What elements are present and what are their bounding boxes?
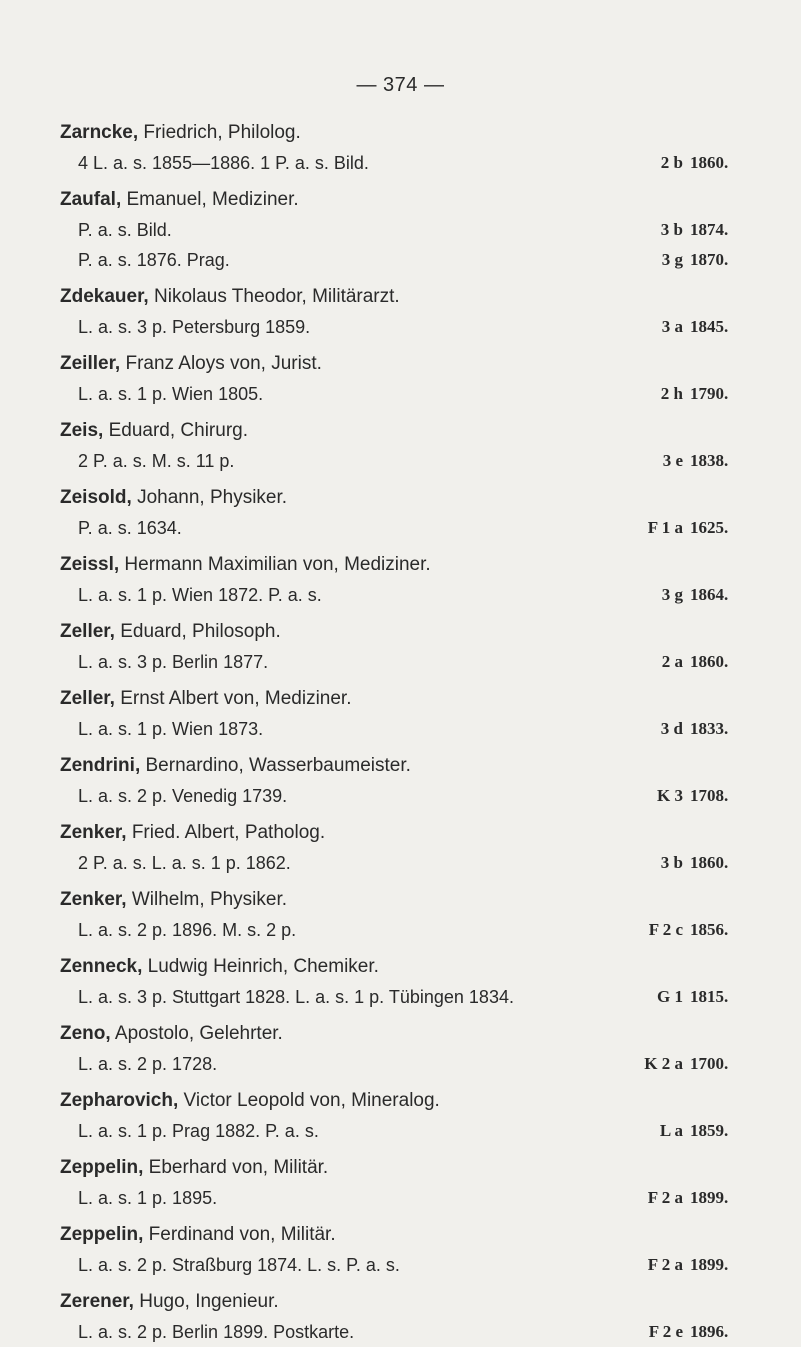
- entry-item: [60, 1317, 750, 1347]
- item-year: 1874.: [690, 220, 729, 239]
- item-text: P. a. s. 1876. Prag.: [78, 250, 230, 270]
- entry-description: Eberhard von, Militär.: [143, 1157, 329, 1178]
- entry-description: Friedrich, Philolog.: [138, 122, 301, 143]
- entry-item: [60, 982, 750, 1012]
- item-text: L. a. s. 3 p. Stuttgart 1828. L. a. s. 1 p. Tübingen 1834.: [78, 987, 514, 1007]
- item-year: 1860.: [690, 853, 729, 872]
- entry-heading: [60, 185, 750, 215]
- entry-description: Emanuel, Mediziner.: [121, 189, 299, 210]
- entry-spacer: [60, 945, 750, 952]
- item-text: L. a. s. 1 p. Wien 1873.: [78, 719, 264, 739]
- entry-heading: [60, 684, 750, 714]
- item-year: 1860.: [690, 153, 729, 172]
- item-text: P. a. s. Bild.: [78, 220, 172, 240]
- item-year: 1859.: [690, 1121, 729, 1140]
- entry-description: Eduard, Philosoph.: [114, 621, 281, 642]
- entry-spacer: [60, 878, 750, 885]
- entry-item: [60, 915, 750, 945]
- item-signature: 3 e: [662, 451, 683, 470]
- entry-spacer: [60, 476, 750, 483]
- entry-spacer: [60, 1012, 750, 1019]
- item-text: L. a. s. 1 p. Prag 1882. P. a. s.: [78, 1121, 319, 1141]
- entry-name: Zeiller,: [60, 353, 121, 374]
- item-year: 1860.: [690, 652, 729, 671]
- entry-name: Zenker,: [60, 889, 127, 910]
- catalog-entry: [60, 550, 750, 610]
- item-text: L. a. s. 2 p. 1896. M. s. 2 p.: [78, 920, 297, 940]
- entry-description: Johann, Physiker.: [131, 487, 288, 508]
- entry-description: Nikolaus Theodor, Militärarzt.: [148, 286, 400, 307]
- entry-spacer: [60, 1079, 750, 1086]
- item-text: 2 P. a. s. M. s. 11 p.: [78, 451, 235, 471]
- entry-item: [60, 1183, 750, 1213]
- entry-name: Zeller,: [60, 621, 115, 642]
- item-text: L. a. s. 2 p. Berlin 1899. Postkarte.: [78, 1322, 355, 1342]
- item-text: 4 L. a. s. 1855—1886. 1 P. a. s. Bild.: [78, 153, 369, 173]
- entry-spacer: [60, 275, 750, 282]
- entry-heading: [60, 118, 750, 148]
- entry-name: Zarncke,: [60, 122, 139, 143]
- entry-name: Zerener,: [60, 1291, 134, 1312]
- item-year: 1899.: [690, 1188, 729, 1207]
- item-year: 1896.: [690, 1322, 729, 1341]
- item-year: 1856.: [690, 920, 729, 939]
- catalog-entry: [60, 349, 750, 409]
- entry-heading: [60, 1220, 750, 1250]
- entry-item: [60, 379, 750, 409]
- item-signature: 2 a: [661, 652, 683, 671]
- entry-item: [60, 1116, 750, 1146]
- item-text: L. a. s. 3 p. Berlin 1877.: [78, 652, 269, 672]
- item-year: 1845.: [690, 317, 729, 336]
- item-year: 1790.: [690, 384, 729, 403]
- item-signature: L a: [659, 1121, 683, 1140]
- entry-name: Zeno,: [60, 1023, 111, 1044]
- item-year: 1899.: [690, 1255, 729, 1274]
- item-signature: 3 g: [661, 585, 683, 604]
- entry-description: Eduard, Chirurg.: [103, 420, 248, 441]
- entry-name: Zeppelin,: [60, 1224, 144, 1245]
- entry-description: Hugo, Ingenieur.: [133, 1291, 279, 1312]
- entry-item: [60, 580, 750, 610]
- item-signature: 3 b: [660, 853, 683, 872]
- entry-item: [60, 245, 750, 275]
- entry-item: [60, 513, 750, 543]
- item-signature: F 1 a: [647, 518, 683, 537]
- item-signature: 3 d: [660, 719, 683, 738]
- catalog-entry: [60, 282, 750, 342]
- page-number: — 374 —: [356, 74, 445, 96]
- entry-description: Ludwig Heinrich, Chemiker.: [142, 956, 379, 977]
- catalog-entry: [60, 185, 750, 275]
- catalog-entry: [60, 1220, 750, 1280]
- entry-name: Zaufal,: [60, 189, 122, 210]
- catalog-entry: [60, 617, 750, 677]
- entry-heading: [60, 349, 750, 379]
- entry-item: [60, 848, 750, 878]
- item-year: 1870.: [690, 250, 729, 269]
- entry-item: [60, 312, 750, 342]
- item-year: 1708.: [690, 786, 729, 805]
- entry-item: [60, 446, 750, 476]
- entry-spacer: [60, 811, 750, 818]
- catalog-entry: [60, 818, 750, 878]
- entry-item: [60, 148, 750, 178]
- entry-name: Zenneck,: [60, 956, 143, 977]
- entry-item: [60, 714, 750, 744]
- entry-heading: [60, 751, 750, 781]
- entry-spacer: [60, 409, 750, 416]
- entry-spacer: [60, 677, 750, 684]
- item-signature: F 2 c: [648, 920, 683, 939]
- entry-item: [60, 781, 750, 811]
- item-signature: 3 b: [660, 220, 683, 239]
- entry-description: Hermann Maximilian von, Mediziner.: [119, 554, 431, 575]
- entry-name: Zdekauer,: [60, 286, 149, 307]
- entry-spacer: [60, 178, 750, 185]
- entry-description: Victor Leopold von, Mineralog.: [178, 1090, 440, 1111]
- entry-description: Franz Aloys von, Jurist.: [120, 353, 322, 374]
- entry-description: Bernardino, Wasserbaumeister.: [140, 755, 411, 776]
- item-text: L. a. s. 2 p. 1728.: [78, 1054, 218, 1074]
- catalog-entry: [60, 684, 750, 744]
- item-text: L. a. s. 3 p. Petersburg 1859.: [78, 317, 311, 337]
- item-signature: K 2 a: [644, 1054, 683, 1073]
- entry-name: Zepharovich,: [60, 1090, 179, 1111]
- catalog-entry: [60, 885, 750, 945]
- catalog-entry: [60, 1287, 750, 1347]
- entry-heading: [60, 550, 750, 580]
- item-year: 1864.: [690, 585, 729, 604]
- entry-spacer: [60, 1213, 750, 1220]
- entry-heading: [60, 952, 750, 982]
- entry-name: Zendrini,: [60, 755, 141, 776]
- entry-heading: [60, 1086, 750, 1116]
- entry-spacer: [60, 610, 750, 617]
- catalog-entry: [60, 416, 750, 476]
- item-signature: G 1: [657, 987, 683, 1006]
- entry-heading: [60, 885, 750, 915]
- entry-spacer: [60, 744, 750, 751]
- catalog-entry: [60, 751, 750, 811]
- entry-list: [60, 118, 750, 1347]
- item-text: L. a. s. 1 p. Wien 1805.: [78, 384, 264, 404]
- entry-heading: [60, 617, 750, 647]
- entry-spacer: [60, 1146, 750, 1153]
- entry-item: [60, 1250, 750, 1280]
- item-signature: F 2 a: [647, 1188, 683, 1207]
- entry-description: Wilhelm, Physiker.: [126, 889, 288, 910]
- item-text: L. a. s. 2 p. Venedig 1739.: [78, 786, 288, 806]
- catalog-entry: [60, 483, 750, 543]
- entry-spacer: [60, 543, 750, 550]
- entry-heading: [60, 1287, 750, 1317]
- item-signature: 3 g: [661, 250, 683, 269]
- entry-name: Zeis,: [60, 420, 104, 441]
- item-year: 1625.: [690, 518, 729, 537]
- entry-heading: [60, 1019, 750, 1049]
- catalog-entry: [60, 952, 750, 1012]
- item-text: L. a. s. 1 p. 1895.: [78, 1188, 218, 1208]
- entry-description: Ferdinand von, Militär.: [143, 1224, 336, 1245]
- item-signature: 2 h: [660, 384, 683, 403]
- entry-description: Ernst Albert von, Mediziner.: [114, 688, 352, 709]
- item-year: 1833.: [690, 719, 729, 738]
- catalog-entry: [60, 1086, 750, 1146]
- entry-spacer: [60, 342, 750, 349]
- entry-spacer: [60, 1280, 750, 1287]
- item-signature: K 3: [657, 786, 683, 805]
- entry-description: Fried. Albert, Patholog.: [126, 822, 326, 843]
- item-year: 1815.: [690, 987, 729, 1006]
- entry-heading: [60, 483, 750, 513]
- catalog-entry: [60, 1019, 750, 1079]
- item-year: 1700.: [690, 1054, 729, 1073]
- item-text: P. a. s. 1634.: [78, 518, 182, 538]
- item-year: 1838.: [690, 451, 729, 470]
- entry-item: [60, 215, 750, 245]
- catalog-entry: [60, 118, 750, 178]
- item-text: 2 P. a. s. L. a. s. 1 p. 1862.: [78, 853, 291, 873]
- item-signature: 3 a: [661, 317, 683, 336]
- entry-heading: [60, 1153, 750, 1183]
- entry-name: Zeissl,: [60, 554, 120, 575]
- item-signature: F 2 a: [647, 1255, 683, 1274]
- item-signature: 2 b: [660, 153, 683, 172]
- entry-name: Zeller,: [60, 688, 115, 709]
- catalog-entry: [60, 1153, 750, 1213]
- entry-name: Zeppelin,: [60, 1157, 144, 1178]
- entry-item: [60, 1049, 750, 1079]
- entry-heading: [60, 282, 750, 312]
- item-text: L. a. s. 2 p. Straßburg 1874. L. s. P. a. s.: [78, 1255, 400, 1275]
- entry-item: [60, 647, 750, 677]
- entry-heading: [60, 416, 750, 446]
- entry-name: Zeisold,: [60, 487, 132, 508]
- entry-heading: [60, 818, 750, 848]
- item-signature: F 2 e: [648, 1322, 683, 1341]
- entry-name: Zenker,: [60, 822, 127, 843]
- item-text: L. a. s. 1 p. Wien 1872. P. a. s.: [78, 585, 322, 605]
- entry-description: Apostolo, Gelehrter.: [110, 1023, 283, 1044]
